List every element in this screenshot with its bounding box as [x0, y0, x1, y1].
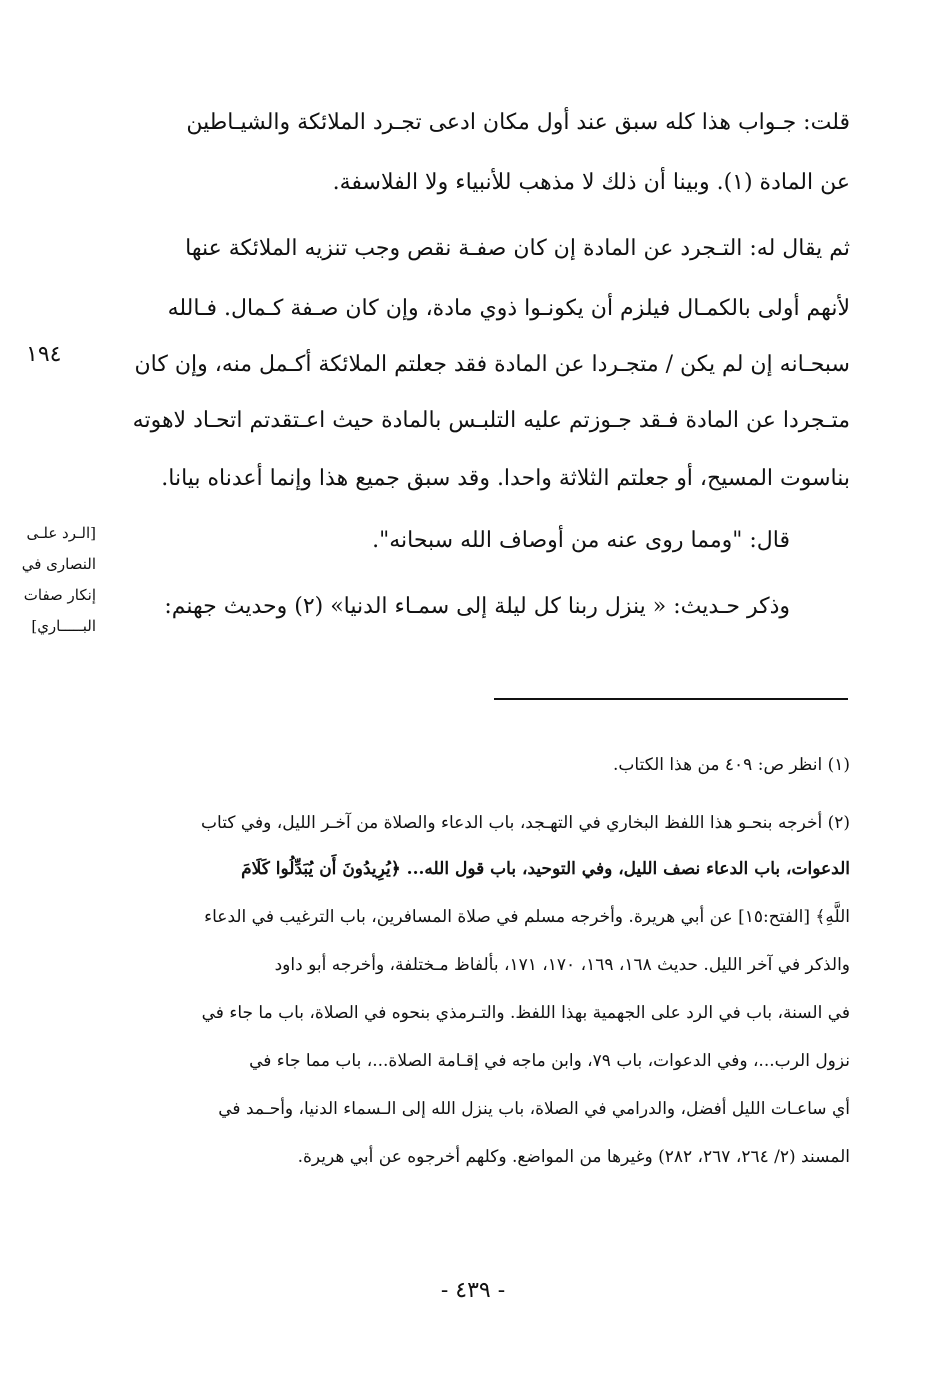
side-heading-line: [الـرد علـى — [26, 524, 96, 542]
side-heading-line: البـــــاري] — [31, 617, 96, 635]
footnote-line: (٢) أخرجه بنحـو هذا اللفظ البخاري في التهـجد، باب الدعاء والصلاة من آخـر الليل، وفي كتاب — [201, 813, 850, 833]
footnote-line: والذكر في آخر الليل. حديث ١٦٨، ١٦٩، ١٧٠، ١٧١، بألفاظ مـختلفة، وأخرجه أبو داود — [274, 955, 850, 975]
footnote-line: الدعوات، باب الدعاء نصف الليل، وفي التوحيد، باب قول الله... ﴿يُرِيدُونَ أَن يُبَدِّلُوا كَلَامَ — [241, 859, 850, 879]
side-heading-line: إنكار صفات — [23, 586, 96, 604]
footnote-line: المسند (٢/ ٢٦٤، ٢٦٧، ٢٨٢) وغيرها من المواضع. وكلهم أخرجوه عن أبي هريرة. — [297, 1147, 850, 1167]
footnote-line: (١) انظر ص: ٤٠٩ من هذا الكتاب. — [613, 755, 850, 775]
main-line: بناسوت المسيح، أو جعلتم الثلاثة واحدا. وقد سبق جميع هذا وإنما أعدناه بيانا. — [161, 466, 850, 491]
main-line: متـجردا عن المادة فـقد جـوزتم عليه التلبـس بالمادة حيث اعـتقدتم اتحـاد لاهوته — [132, 408, 850, 433]
main-line: قلت: جـواب هذا كله سبق عند أول مكان ادعى تجـرد الملائكة والشيـاطين — [186, 110, 850, 135]
page-number: - ٤٣٩ - — [440, 1278, 506, 1303]
main-line: قال: "ومما روى عنه من أوصاف الله سبحانه". — [372, 528, 790, 553]
main-line: وذكر حـديث: « ينزل ربنا كل ليلة إلى سمـاء الدنيا» (٢) وحديث جهنم: — [164, 594, 790, 619]
main-line: سبحـانه إن لم يكن / متجـردا عن المادة فقد جعلتم الملائكة أكـمل منه، وإن كان — [134, 352, 850, 377]
footnote-line: أي ساعـات الليل أفضل، والدرامي في الصلاة، باب ينزل الله إلى الـسماء الدنيا، وأحـمد في — [218, 1099, 850, 1119]
side-heading — [6, 518, 96, 642]
footnote-line: اللَّهِ﴾ [الفتح:١٥] عن أبي هريرة. وأخرجه مسلم في صلاة المسافرين، باب الترغيب في الدعاء — [204, 907, 850, 927]
main-line: لأنهم أولى بالكمـال فيلزم أن يكونـوا ذوي مادة، وإن كان صـفة كـمال. فـالله — [167, 296, 850, 321]
side-heading-line: النصارى في — [21, 555, 96, 573]
main-line: ثم يقال له: التـجرد عن المادة إن كان صفـة نقص وجب تنزيه الملائكة عنها — [185, 236, 850, 261]
main-line: عن المادة (١). وبينا أن ذلك لا مذهب للأنبياء ولا الفلاسفة. — [332, 170, 850, 195]
footnote-separator — [494, 698, 848, 700]
margin-page-reference: ١٩٤ — [26, 342, 62, 367]
footnote-line: نزول الرب...، وفي الدعوات، باب ٧٩، وابن ماجه في إقـامة الصلاة...، باب مما جاء في — [249, 1051, 850, 1071]
footnote-line: في السنة، باب في الرد على الجهمية بهذا اللفظ. والتـرمذي بنحوه في الصلاة، باب ما جاء في — [201, 1003, 850, 1023]
